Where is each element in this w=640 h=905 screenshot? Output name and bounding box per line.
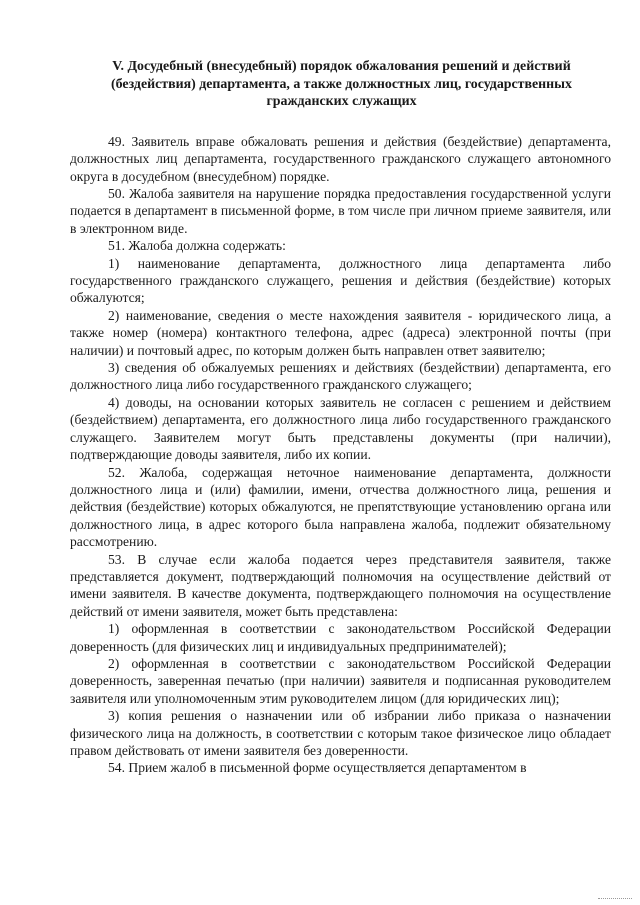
paragraph-51-item-4: 4) доводы, на основании которых заявитель не согласен с решением и действием (бездействием) департамента, его должностного лица либо государственного гражданского служащего. Заявителем могут быть представлены документы (при наличии), подтверждающие доводы заявителя, либо их копии. [70,394,611,463]
paragraph-53-item-2: 2) оформленная в соответствии с законодательством Российской Федерации доверенность, заверенная печатью (при наличии) заявителя и подписанная руководителем заявителя или уполномоченным этим руководителем лицом (для юридических лиц); [70,655,611,706]
paragraph-52: 52. Жалоба, содержащая неточное наименование департамента, должности должностного лица и (или) фамилии, имени, отчества должностного лица, решения и действия (бездействие) которых обжалуются, не препятствующие установлению органа или должностного лица, в адрес которого была направлена жалоба, подлежит обязательному рассмотрению. [70,464,611,550]
paragraph-49: 49. Заявитель вправе обжаловать решения и действия (бездействие) департамента, должностных лиц департамента, государственного гражданского служащего автономного округа в досудебном (внесудебном) порядке. [70,133,611,184]
paragraph-51: 51. Жалоба должна содержать: [108,238,286,254]
paragraph-54: 54. Прием жалоб в письменной форме осуществляется департаментом в [108,760,527,776]
scan-artifact [598,898,632,901]
paragraph-50: 50. Жалоба заявителя на нарушение порядка предоставления государственной услуги подается в департамент в письменной форме, в том числе при личном приеме заявителя, или в электронном виде. [70,186,611,236]
paragraph-53-item-3: 3) копия решения о назначении или об избрании либо приказа о назначении физического лица на должность, в соответствии с которым такое физическое лицо обладает правом действовать от имени заявителя без доверенности. [70,708,611,758]
paragraph-51-item-2: 2) наименование, сведения о месте нахождения заявителя - юридического лица, а также номер (номера) контактного телефона, адрес (адреса) электронной почты (при наличии) и почтовый адрес, по которым должен быть направлен ответ заявителю; [70,307,611,358]
section-heading: V. Досудебный (внесудебный) порядок обжалования решений и действий (бездействия) департамента, а также должностных лиц, государственных гражданских служащих [111,59,572,110]
paragraph-53: 53. В случае если жалоба подается через представителя заявителя, также представляется документ, подтверждающий полномочия на осуществление действий от имени заявителя. В качестве документа, подтверждающего полномочия на осуществление действий от имени заявителя, может быть представлена: [70,551,611,619]
paragraph-51-item-1: 1) наименование департамента, должностного лица департамента либо государственного гражданского служащего, решения и действия (бездействие) которых обжалуются; [70,255,611,306]
document-page [70,58,611,777]
paragraph-51-item-3: 3) сведения об обжалуемых решениях и действиях (бездействии) департамента, его должностного лица либо государственного гражданского служащего; [70,360,611,393]
paragraph-53-item-1: 1) оформленная в соответствии с законодательством Российской Федерации доверенность (для физических лиц и индивидуальных предпринимателей); [70,621,611,654]
